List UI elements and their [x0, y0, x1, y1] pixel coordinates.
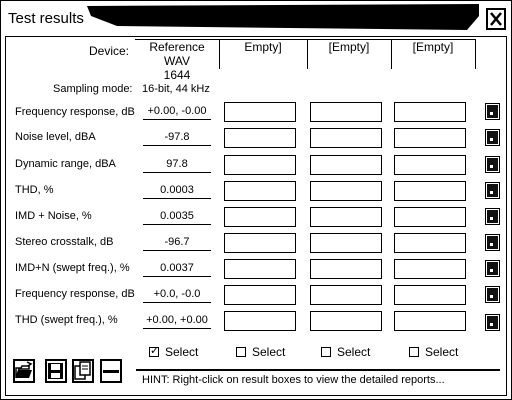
device-column-reference[interactable] — [135, 39, 219, 82]
graph-button[interactable] — [485, 314, 500, 331]
result-box[interactable] — [394, 155, 466, 175]
copy-icon — [74, 361, 92, 381]
result-box[interactable] — [310, 181, 382, 201]
result-box[interactable] — [224, 207, 296, 227]
open-button[interactable] — [13, 359, 35, 383]
result-value-thd-swept[interactable]: +0.00, +0.00 — [143, 311, 211, 329]
row-label-thd: THD, % — [15, 184, 54, 196]
result-box[interactable] — [394, 181, 466, 201]
minus-icon — [102, 361, 120, 381]
result-value-noise-level[interactable]: -97.8 — [143, 128, 211, 146]
row-label-frequency-response: Frequency response, dB — [15, 106, 135, 118]
graph-button[interactable] — [485, 182, 500, 199]
device-column-4[interactable] — [391, 39, 475, 70]
result-box[interactable] — [310, 285, 382, 305]
device-column-3[interactable] — [307, 39, 391, 70]
select-checkbox-4[interactable] — [409, 345, 458, 359]
hint-text: HINT: Right-click on result boxes to view the detailed reports... — [136, 369, 500, 389]
graph-button[interactable] — [485, 234, 500, 251]
select-label: Select — [252, 345, 286, 359]
close-button[interactable] — [486, 8, 506, 30]
select-label: Select — [337, 345, 371, 359]
remove-button[interactable] — [100, 359, 122, 383]
result-box[interactable] — [394, 207, 466, 227]
row-label-thd-swept: THD (swept freq.), % — [15, 314, 118, 326]
row-label-frequency-response-2: Frequency response, dB — [15, 288, 135, 300]
device-label: Device: — [89, 44, 130, 58]
sampling-mode-label: Sampling mode: — [53, 83, 133, 95]
title-bar — [1, 1, 511, 35]
window-title: Test results — [8, 10, 84, 27]
checkbox-icon[interactable] — [236, 347, 246, 357]
row-label-dynamic-range: Dynamic range, dBA — [15, 158, 116, 170]
result-box[interactable] — [394, 259, 466, 279]
checkbox-icon[interactable] — [409, 347, 419, 357]
result-box[interactable] — [224, 285, 296, 305]
device-name-3: [Empty] — [328, 40, 370, 54]
result-box[interactable] — [394, 285, 466, 305]
copy-button[interactable] — [72, 359, 94, 383]
select-checkbox-1[interactable] — [149, 345, 198, 359]
select-label: Select — [425, 345, 459, 359]
result-box[interactable] — [310, 233, 382, 253]
select-label: Select — [165, 345, 199, 359]
result-box[interactable] — [224, 128, 296, 148]
result-box[interactable] — [394, 233, 466, 253]
graph-button[interactable] — [485, 129, 500, 146]
result-box[interactable] — [224, 259, 296, 279]
row-label-noise-level: Noise level, dBA — [15, 131, 96, 143]
result-box[interactable] — [310, 155, 382, 175]
title-bar-decoration — [87, 4, 479, 30]
device-name-4: [Empty] — [412, 40, 454, 54]
checkbox-checked-icon[interactable] — [149, 347, 159, 357]
result-value-imd-swept[interactable]: 0.0037 — [143, 259, 211, 277]
device-name-2: Empty] — [244, 40, 282, 54]
result-box[interactable] — [394, 128, 466, 148]
result-box[interactable] — [310, 311, 382, 331]
result-box[interactable] — [310, 207, 382, 227]
device-column-2[interactable] — [219, 39, 307, 70]
row-label-stereo-crosstalk: Stereo crosstalk, dB — [15, 236, 114, 248]
result-value-frequency-response-2[interactable]: +0.0, -0.0 — [143, 285, 211, 303]
row-label-imd-noise: IMD + Noise, % — [15, 210, 92, 222]
graph-button[interactable] — [485, 286, 500, 303]
checkbox-icon[interactable] — [321, 347, 331, 357]
result-value-stereo-crosstalk[interactable]: -96.7 — [143, 233, 211, 251]
result-box[interactable] — [224, 181, 296, 201]
graph-button[interactable] — [485, 208, 500, 225]
result-box[interactable] — [310, 128, 382, 148]
result-box[interactable] — [224, 155, 296, 175]
result-value-thd[interactable]: 0.0003 — [143, 181, 211, 199]
result-box[interactable] — [224, 233, 296, 253]
result-box[interactable] — [310, 259, 382, 279]
close-icon — [489, 11, 503, 27]
row-label-imd-swept: IMD+N (swept freq.), % — [15, 262, 130, 274]
save-button[interactable] — [45, 359, 67, 383]
sampling-mode-value: 16-bit, 44 kHz — [142, 83, 210, 95]
graph-button[interactable] — [485, 156, 500, 173]
graph-button[interactable] — [485, 260, 500, 277]
result-box[interactable] — [394, 102, 466, 122]
result-box[interactable] — [224, 102, 296, 122]
result-box[interactable] — [310, 102, 382, 122]
open-folder-icon — [15, 361, 33, 381]
graph-button[interactable] — [485, 103, 500, 120]
result-value-imd-noise[interactable]: 0.0035 — [143, 207, 211, 225]
select-checkbox-2[interactable] — [236, 345, 285, 359]
device-name-reference: Reference WAV 1644 — [149, 40, 205, 82]
result-value-frequency-response[interactable]: +0.00, -0.00 — [143, 102, 211, 120]
save-icon — [47, 361, 65, 381]
result-box[interactable] — [224, 311, 296, 331]
result-value-dynamic-range[interactable]: 97.8 — [143, 155, 211, 173]
result-box[interactable] — [394, 311, 466, 331]
select-checkbox-3[interactable] — [321, 345, 370, 359]
